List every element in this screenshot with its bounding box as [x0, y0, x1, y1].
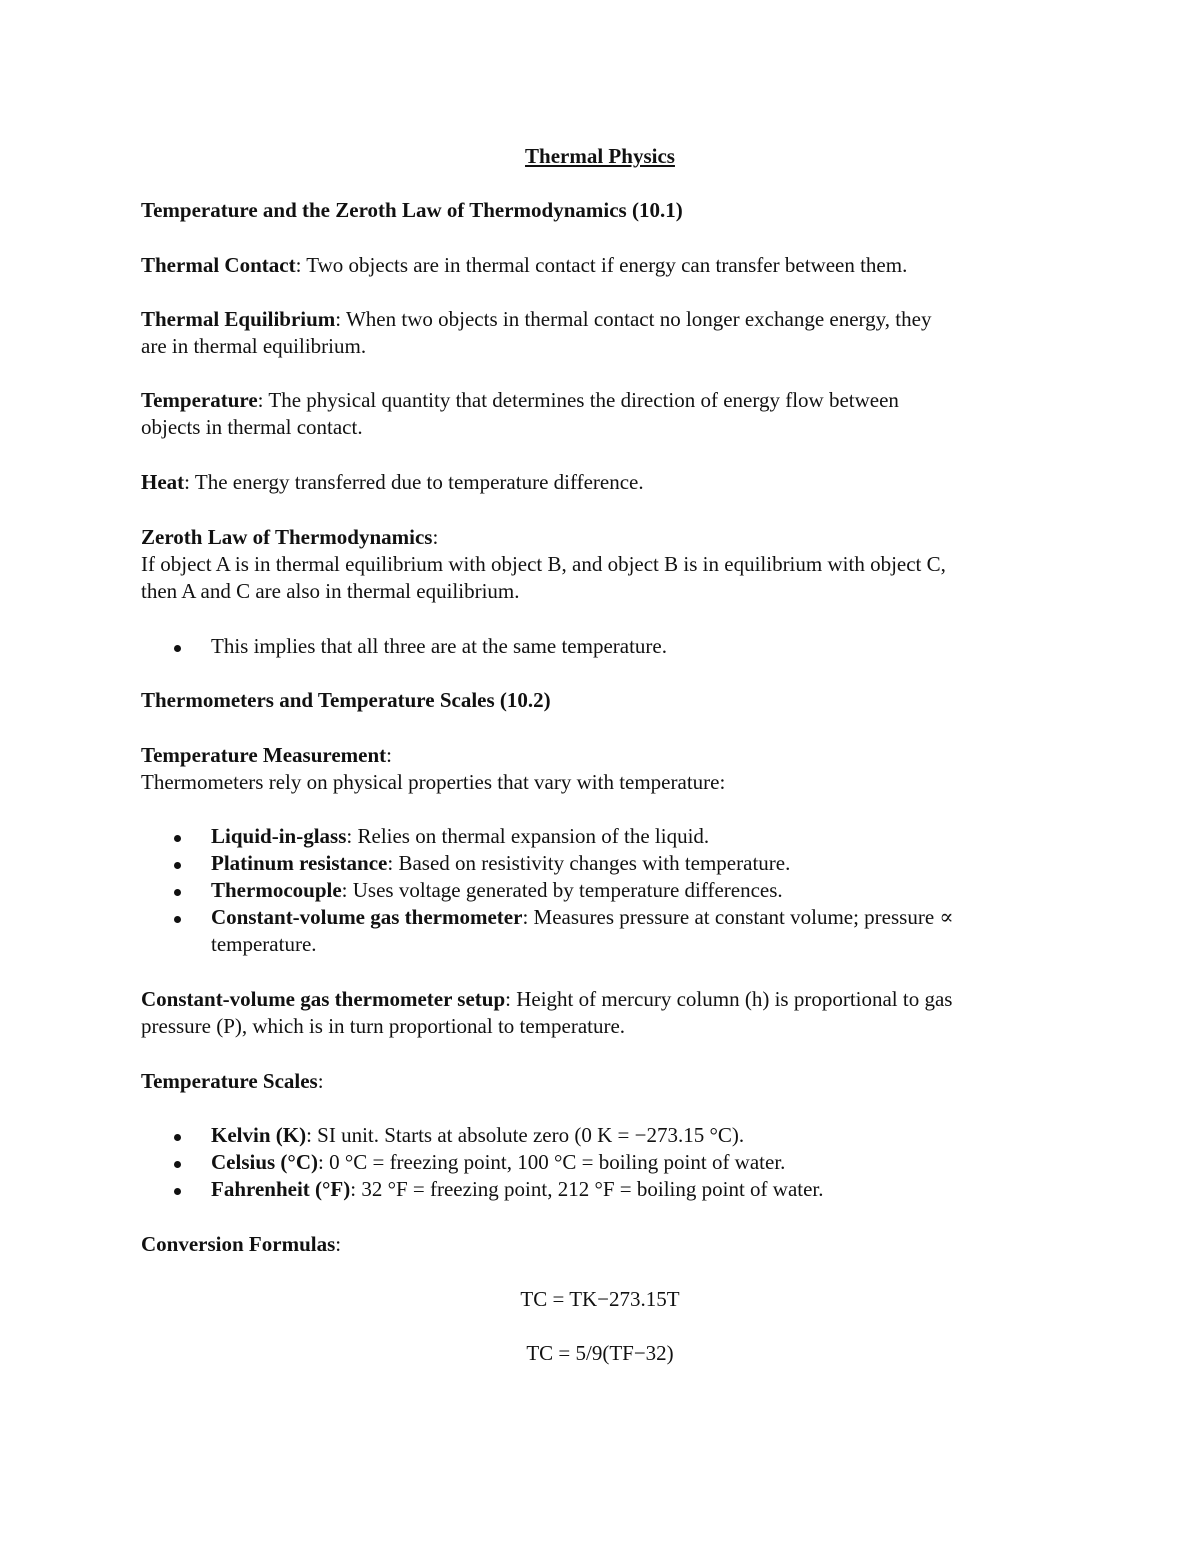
definition-temperature-line2: objects in thermal contact. — [141, 415, 363, 439]
term-zeroth-law: Zeroth Law of Thermodynamics — [141, 525, 433, 549]
zeroth-law-statement-line2: then A and C are also in thermal equilibrium. — [141, 579, 520, 603]
term-conversion-formulas: Conversion Formulas — [141, 1232, 336, 1256]
document-title: Thermal Physics — [525, 144, 675, 168]
formula-celsius-fahrenheit: TC = 5/9(TF−32) — [526, 1341, 674, 1365]
bullet-icon — [171, 877, 183, 904]
bullet-icon — [171, 1122, 183, 1149]
term-temperature-measurement: Temperature Measurement — [141, 743, 387, 767]
bullet-icon — [171, 1149, 183, 1176]
definition-temperature — [141, 387, 899, 414]
term-heat: Heat — [141, 470, 185, 494]
zeroth-law-statement-line1: If object A is in thermal equilibrium with object B, and object B is in equilibrium with object C, — [141, 552, 946, 576]
temperature-measurement-intro: Thermometers rely on physical properties that vary with temperature: — [141, 770, 726, 794]
term-gas-thermometer-setup: Constant-volume gas thermometer setup — [141, 987, 506, 1011]
bullet-icon — [171, 904, 183, 931]
bullet-icon — [171, 850, 183, 877]
conversion-formulas-label: Conversion Formulas: — [141, 1232, 342, 1256]
gas-thermometer-setup-line2: pressure (P), which is in turn proportional to temperature. — [141, 1014, 626, 1038]
definition-text: : Two objects are in thermal contact if energy can transfer between them. — [295, 253, 908, 277]
list-item: Liquid-in-glass: Relies on thermal expansion of the liquid. — [211, 824, 710, 848]
list-item: Platinum resistance: Based on resistivity changes with temperature. — [211, 851, 791, 875]
term-temperature-scales: Temperature Scales — [141, 1069, 318, 1093]
definition-text: : The physical quantity that determines the direction of energy flow between — [257, 388, 899, 412]
bullet-icon — [171, 633, 183, 660]
list-item: Thermocouple: Uses voltage generated by temperature differences. — [211, 878, 783, 902]
definition-thermal-contact — [141, 252, 907, 279]
term-thermal-contact: Thermal Contact — [141, 253, 296, 277]
list-item: Celsius (°C): 0 °C = freezing point, 100 °C = boiling point of water. — [211, 1150, 786, 1174]
definition-thermal-equilibrium — [141, 306, 931, 333]
section-heading-zeroth-law: Temperature and the Zeroth Law of Thermodynamics (10.1) — [141, 198, 683, 222]
temperature-scales-label: Temperature Scales: — [141, 1069, 324, 1093]
list-item: This implies that all three are at the same temperature. — [211, 634, 667, 658]
list-item: Kelvin (K): SI unit. Starts at absolute zero (0 K = −273.15 °C). — [211, 1123, 745, 1147]
definition-text: : The energy transferred due to temperature difference. — [184, 470, 644, 494]
definition-text: : When two objects in thermal contact no longer exchange energy, they — [335, 307, 932, 331]
definition-thermal-equilibrium-line2: are in thermal equilibrium. — [141, 334, 367, 358]
section-heading-thermometers: Thermometers and Temperature Scales (10.2) — [141, 688, 551, 712]
term-temperature: Temperature — [141, 388, 258, 412]
bullet-icon — [171, 823, 183, 850]
bullet-icon — [171, 1176, 183, 1203]
definition-heat — [141, 469, 644, 496]
gas-thermometer-setup: Constant-volume gas thermometer setup: Height of mercury column (h) is proportional to gas — [141, 987, 953, 1011]
term-thermal-equilibrium: Thermal Equilibrium — [141, 307, 336, 331]
formula-celsius-kelvin: TC = TK−273.15T — [520, 1287, 680, 1311]
temperature-measurement-label: Temperature Measurement: — [141, 743, 392, 767]
zeroth-law-label: Zeroth Law of Thermodynamics: — [141, 525, 439, 549]
list-item: Fahrenheit (°F): 32 °F = freezing point, 212 °F = boiling point of water. — [211, 1177, 824, 1201]
list-item-continuation: temperature. — [211, 932, 317, 956]
list-item: Constant-volume gas thermometer: Measures pressure at constant volume; pressure ∝ — [211, 905, 954, 929]
